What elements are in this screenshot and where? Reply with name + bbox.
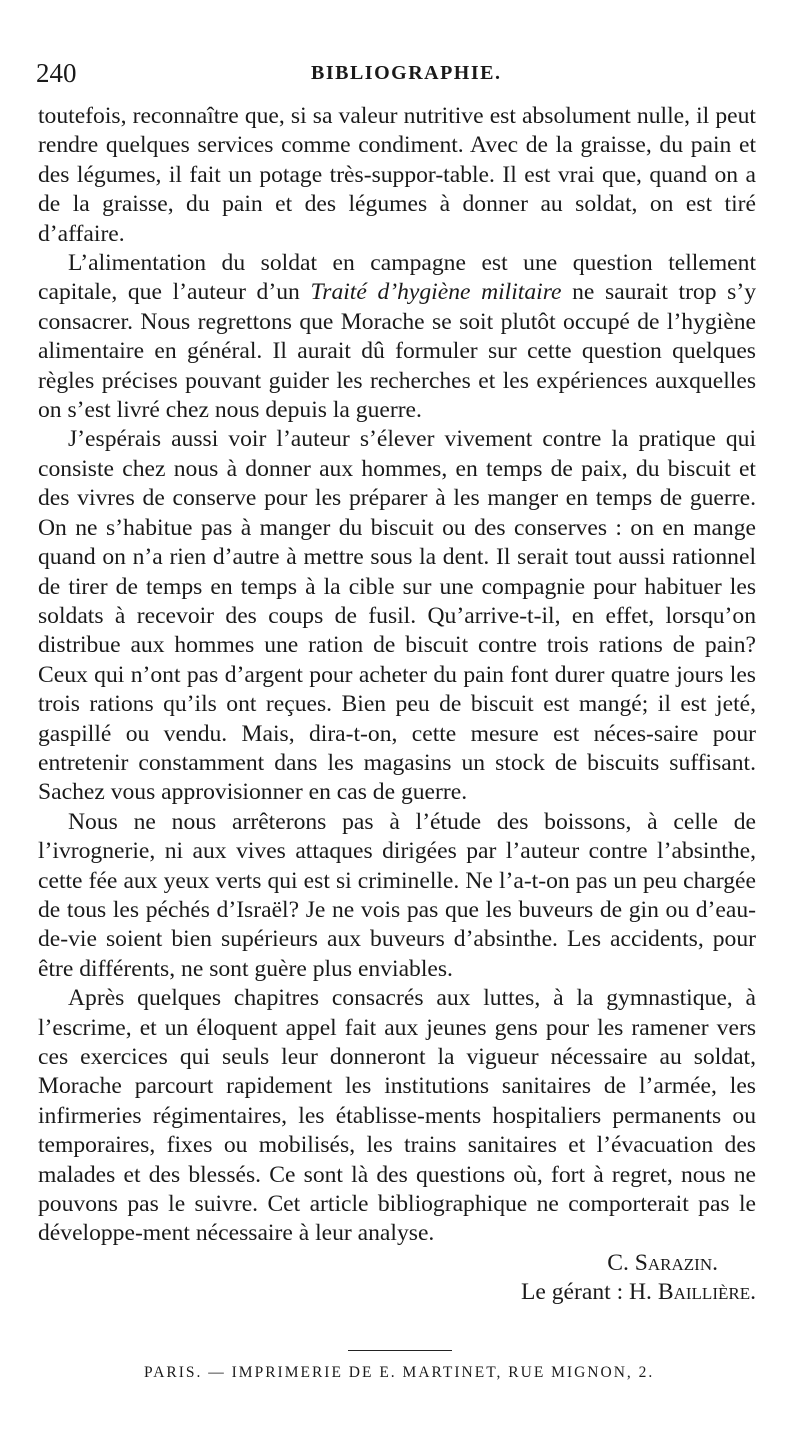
author-signature: C. Sarazin. <box>607 1249 718 1276</box>
paragraph <box>38 249 756 425</box>
footer-rule <box>348 1350 452 1351</box>
page-header <box>36 58 756 94</box>
running-head: BIBLIOGRAPHIE. <box>311 62 502 84</box>
paragraph: J’espérais aussi voir l’auteur s’élever vivement contre la pratique qui consiste chez nous à donner aux hommes, en temps de paix, du biscuit et des vivres de conserve pour les préparer à les manger en temps de guerre. On ne s’habitue pas à manger du biscuit ou des conserves : on en mange quand on n’a rien d’autre à mettre sous la dent. Il serait tout aussi rationnel de tirer de temps en temps à la cible sur une compagnie pour habituer les soldats à recevoir des coups de fusil. Qu’arrive-t-il, en effet, lorsqu’on distribue aux hommes une ration de biscuit contre trois rations de pain? Ceux qui n’ont pas d’argent pour acheter du pain font durer quatre jours les trois rations qu’ils ont reçues. Bien peu de biscuit est mangé; il est jeté, gaspillé ou vendu. Mais, dira-t-on, cette mesure est néces-saire pour entretenir constamment dans les magasins un stock de biscuits suffisant. Sachez vous approvisionner en cas de guerre. <box>38 426 756 806</box>
page-number: 240 <box>36 58 77 88</box>
paragraph: Nous ne nous arrêterons pas à l’étude des boissons, à celle de l’ivrognerie, ni aux vives attaques dirigées par l’auteur contre l’absinthe, cette fée aux yeux verts qui est si criminelle. Ne l’a-t-on pas un peu chargée de tous les péchés d’Israël? Je ne vois pas que les buveurs de gin ou d’eau-de-vie soient bien supérieurs aux buveurs d’absinthe. Les accidents, pour être différents, ne sont guère plus enviables. <box>38 808 756 982</box>
body-text <box>38 102 756 1308</box>
paragraph: toutefois, reconnaître que, si sa valeur nutritive est absolument nulle, il peut rendre quelques services comme condiment. Avec de la graisse, du pain et des légumes, il fait un potage très-suppor-table. Il est vrai que, quand on a de la graisse, du pain et des légumes à donner au soldat, on est tiré d’affaire. <box>38 103 756 247</box>
book-title: Traité d’hygiène militaire <box>310 279 562 306</box>
printer-imprint: PARIS. — IMPRIMERIE DE E. MARTINET, RUE MIGNON, 2. <box>144 1364 655 1381</box>
paragraph-text: ne saurait trop s’y consacrer. Nous regrettons que Morache se soit plutôt occupé de l’hygiène alimentaire en général. Il aurait dû formuler sur cette question quelques règles précises pouvant guider les recherches et les expériences auxquelles on s’est livré chez nous depuis la guerre. <box>38 279 756 424</box>
paragraph-text: L’alimentation du soldat en campagne est une question tellement capitale, que l’auteur d’un <box>38 250 756 306</box>
gerant-line: Le gérant : H. Baillière. <box>520 1279 756 1306</box>
paragraph: Après quelques chapitres consacrés aux luttes, à la gymnastique, à l’escrime, et un éloquent appel fait aux jeunes gens pour les ramener vers ces exercices qui seuls leur donneront la vigueur nécessaire au soldat, Morache parcourt rapidement les institutions sanitaires de l’armée, les infirmeries régimentaires, les établisse-ments hospitaliers permanents ou temporaires, fixes ou mobilisés, les trains sanitaires et l’évacuation des malades et des blessés. Ce sont là des questions où, fort à regret, nous ne pouvons pas le suivre. Cet article bibliographique ne comporterait pas le développe-ment nécessaire à leur analyse. <box>38 985 756 1247</box>
paragraph-last-line-with-signature <box>38 984 756 1249</box>
